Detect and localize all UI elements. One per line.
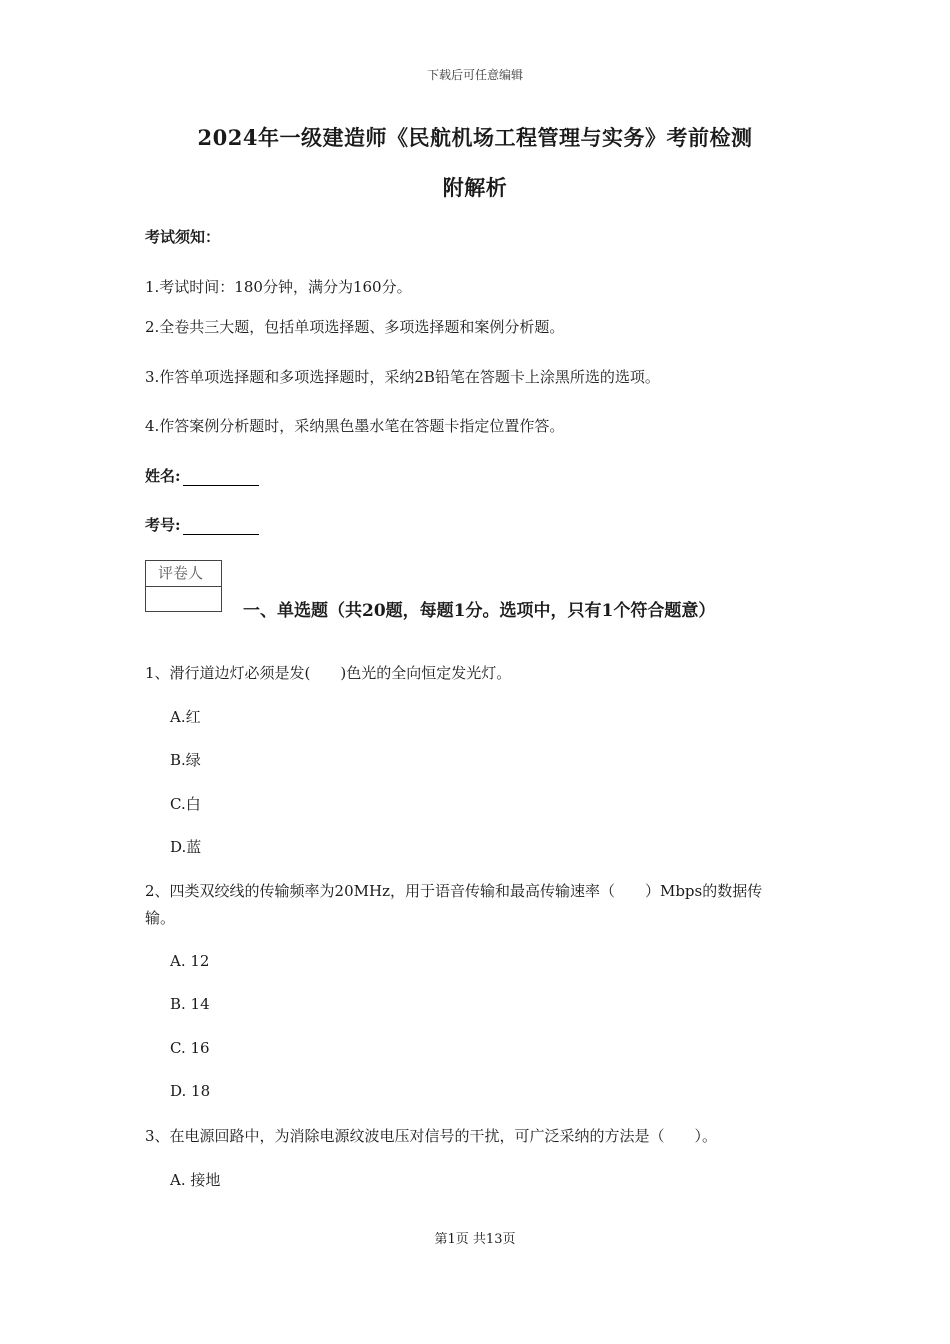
section-title: 一、单选题（共20题，每题1分。选项中，只有1个符合题意） xyxy=(243,601,716,621)
question-2-line2: 输。 xyxy=(145,909,176,927)
question-2-option-c: C. 16 xyxy=(170,1039,210,1057)
id-field xyxy=(145,514,259,535)
question-2-option-a: A. 12 xyxy=(170,952,210,970)
name-label: 姓名: xyxy=(145,467,181,485)
page-footer: 第1页 共13页 xyxy=(434,1232,516,1247)
reviewer-box xyxy=(145,560,222,612)
question-3: 3、在电源回路中，为消除电源纹波电压对信号的干扰，可广泛采纳的方法是（ ）。 xyxy=(145,1127,718,1145)
question-1-option-a: A.红 xyxy=(170,708,201,726)
question-2-option-d: D. 18 xyxy=(170,1082,211,1100)
question-2-option-b: B. 14 xyxy=(170,995,210,1013)
notice-item: 1.考试时间：180分钟，满分为160分。 xyxy=(145,278,412,296)
notice-heading: 考试须知： xyxy=(145,228,221,246)
id-label: 考号: xyxy=(145,516,181,534)
header-note: 下载后可任意编辑 xyxy=(426,68,523,82)
reviewer-label: 评卷人 xyxy=(146,561,221,587)
question-1-option-d: D.蓝 xyxy=(170,838,202,856)
notice-item: 2.全卷共三大题，包括单项选择题、多项选择题和案例分析题。 xyxy=(145,318,565,336)
name-field xyxy=(145,465,259,486)
question-1-option-b: B.绿 xyxy=(170,751,201,769)
question-3-option-a: A. 接地 xyxy=(170,1171,221,1189)
name-blank-line[interactable] xyxy=(183,468,259,486)
notice-item: 4.作答案例分析题时，采纳黑色墨水笔在答题卡指定位置作答。 xyxy=(145,417,565,435)
question-1-option-c: C.白 xyxy=(170,795,201,813)
document-title-line2: 附解析 xyxy=(442,175,508,200)
notice-item: 3.作答单项选择题和多项选择题时，采纳2B铅笔在答题卡上涂黑所选的选项。 xyxy=(145,368,660,386)
document-title-line1: 2024年一级建造师《民航机场工程管理与实务》考前检测 xyxy=(197,125,753,150)
question-1: 1、滑行道边灯必须是发( )色光的全向恒定发光灯。 xyxy=(145,664,512,682)
question-2-line1: 2、四类双绞线的传输频率为20MHz，用于语音传输和最高传输速率（ ）Mbps的数据传 xyxy=(145,882,763,900)
id-blank-line[interactable] xyxy=(183,517,259,535)
